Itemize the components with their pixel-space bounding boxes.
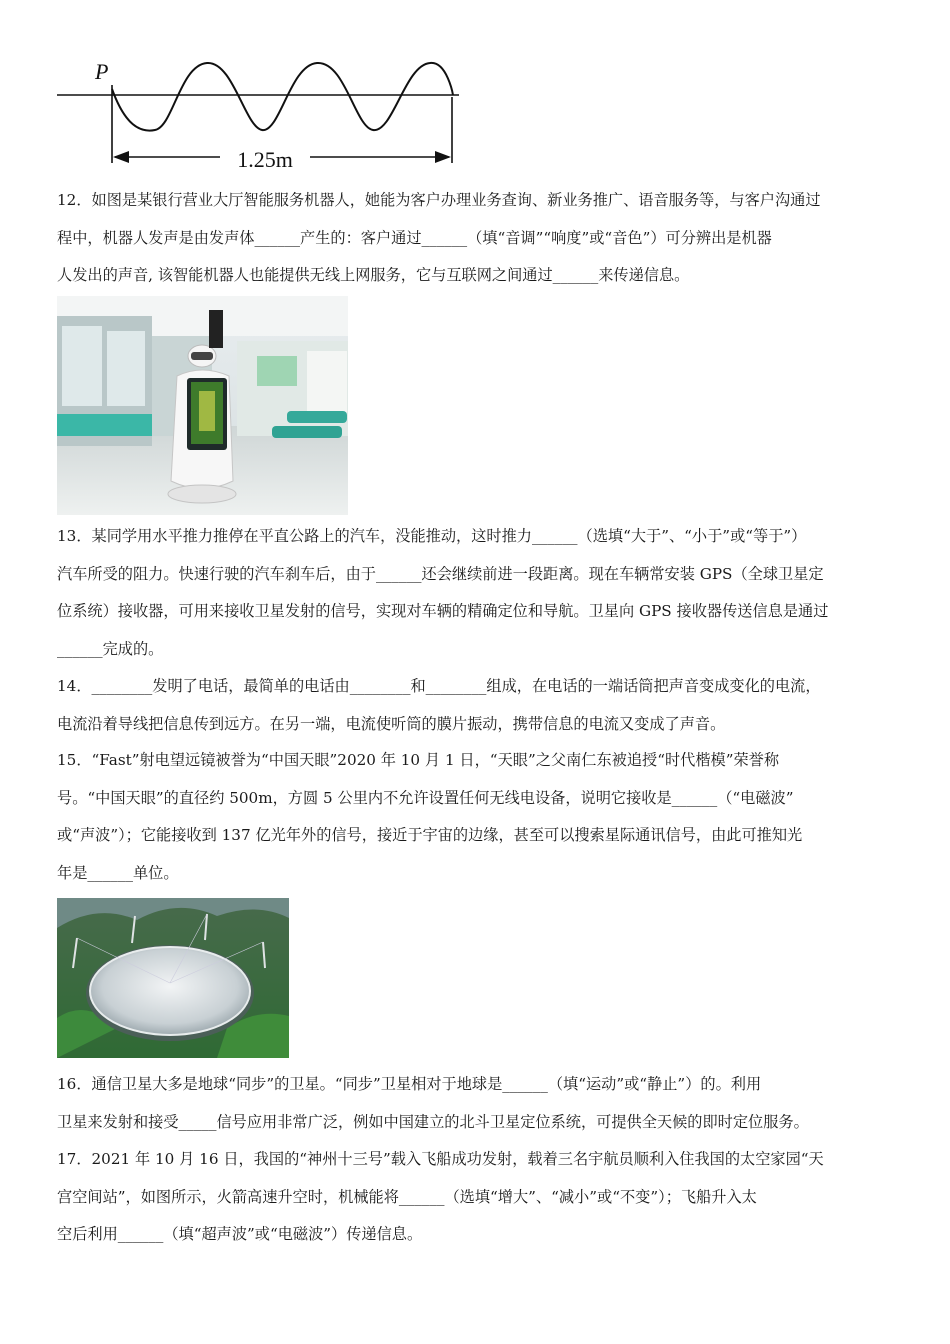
wave-figure — [55, 55, 465, 175]
point-label: P — [95, 59, 109, 84]
question-line: 14．________发明了电话，最简单的电话由________和________组成，在电话的一端话筒把声音变成变化的电流， — [57, 677, 821, 695]
question-line: 或“声波”）；它能接收到 137 亿光年外的信号，接近于宇宙的边缘，甚至可以搜索星际通讯信号，由此可推知光 — [57, 826, 803, 844]
robot-photo — [57, 296, 348, 515]
fast-telescope-photo — [57, 898, 289, 1058]
arrow-head-right — [435, 151, 451, 163]
question-17 — [57, 1141, 897, 1254]
question-13 — [57, 518, 897, 668]
question-line: 电流沿着导线把信息传到远方。在另一端，电流使听筒的膜片振动，携带信息的电流又变成了声音。 — [57, 714, 726, 733]
question-line: ______完成的。 — [57, 639, 164, 658]
question-line: 号。“中国天眼”的直径约 500m，方圆 5 公里内不允许设置任何无线电设备，说明它接收是______（“电磁波” — [57, 788, 794, 807]
question-14 — [57, 668, 897, 743]
question-line: 位系统）接收器，可用来接收卫星发射的信号，实现对车辆的精确定位和导航。卫星向 GPS 接收器传送信息是通过 — [57, 602, 829, 620]
question-line: 13．某同学用水平推力推停在平直公路上的汽车，没能推动，这时推力______（选填“大于”、“小于”或“等于”） — [57, 527, 807, 545]
length-label: 1.25m — [237, 147, 293, 172]
question-line: 空后利用______（填“超声波”或“电磁波”）传递信息。 — [57, 1225, 423, 1243]
question-12 — [57, 182, 897, 295]
question-line: 汽车所受的阻力。快速行驶的汽车刹车后，由于______还会继续前进一段距离。现在车辆常安装 GPS（全球卫星定 — [57, 564, 824, 583]
question-line: 人发出的声音, 该智能机器人也能提供无线上网服务，它与互联网之间通过______来传递信息。 — [57, 266, 690, 284]
question-line: 15．“Fast”射电望远镜被誉为“中国天眼”2020 年 10 月 1 日，“天眼”之父南仁东被追授“时代楷模”荣誉称 — [57, 751, 780, 769]
arrow-head-left — [113, 151, 129, 163]
question-16 — [57, 1066, 897, 1141]
question-line: 程中，机器人发声是由发声体______产生的：客户通过______（填“音调”“响度”或“音色”）可分辨出是机器 — [57, 228, 772, 247]
wave-curve — [112, 63, 453, 131]
question-line: 16．通信卫星大多是地球“同步”的卫星。“同步”卫星相对于地球是______（填“运动”或“静止”）的。利用 — [57, 1075, 762, 1093]
question-line: 卫星来发射和接受_____信号应用非常广泛，例如中国建立的北斗卫星定位系统，可提供全天候的即时定位服务。 — [57, 1112, 809, 1131]
question-line: 12．如图是某银行营业大厅智能服务机器人，她能为客户办理业务查询、新业务推广、语音服务等，与客户沟通过 — [57, 191, 821, 209]
question-15 — [57, 742, 897, 892]
question-line: 年是______单位。 — [57, 863, 179, 882]
question-line: 宫空间站”，如图所示，火箭高速升空时，机械能将______（选填“增大”、“减小”或“不变”）；飞船升入太 — [57, 1187, 757, 1206]
question-line: 17．2021 年 10 月 16 日，我国的“神州十三号”载入飞船成功发射，载着三名宇航员顺利入住我国的太空家园“天 — [57, 1150, 824, 1168]
